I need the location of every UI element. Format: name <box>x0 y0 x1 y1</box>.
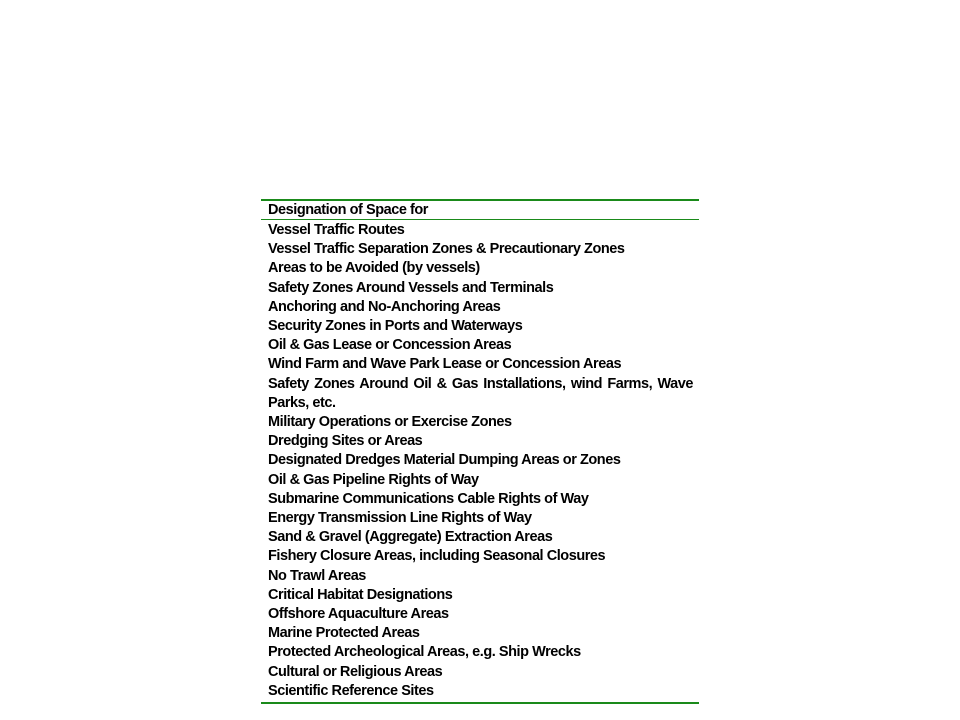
table-bottom-rule <box>261 702 699 704</box>
table-row: Vessel Traffic Separation Zones & Precautionary Zones <box>268 241 625 258</box>
table-row: Areas to be Avoided (by vessels) <box>268 260 480 277</box>
table-row: Safety Zones Around Vessels and Terminals <box>268 279 554 296</box>
table-row: Safety Zones Around Oil & Gas Installations, wind Farms, Wave Parks, etc. <box>268 375 693 411</box>
table-row: Marine Protected Areas <box>268 625 420 642</box>
table-row: Designated Dredges Material Dumping Areas or Zones <box>268 452 621 469</box>
table-row: Sand & Gravel (Aggregate) Extraction Areas <box>268 529 553 546</box>
designation-table <box>261 199 699 704</box>
table-row: Offshore Aquaculture Areas <box>268 606 449 623</box>
table-row: Oil & Gas Pipeline Rights of Way <box>268 471 479 488</box>
table-body <box>261 220 699 702</box>
table-row: Wind Farm and Wave Park Lease or Concession Areas <box>268 356 622 373</box>
table-row: Fishery Closure Areas, including Seasonal Closures <box>268 548 606 565</box>
table-row: Energy Transmission Line Rights of Way <box>268 510 532 527</box>
table-row: Oil & Gas Lease or Concession Areas <box>268 337 512 354</box>
table-row: No Trawl Areas <box>268 567 366 584</box>
table-row: Protected Archeological Areas, e.g. Ship Wrecks <box>268 644 581 661</box>
table-row: Scientific Reference Sites <box>268 682 434 699</box>
table-row: Dredging Sites or Areas <box>268 433 423 450</box>
table-row: Vessel Traffic Routes <box>268 222 405 238</box>
table-header: Designation of Space for <box>268 202 428 218</box>
table-row: Submarine Communications Cable Rights of Way <box>268 490 589 507</box>
table-row: Critical Habitat Designations <box>268 586 453 603</box>
table-row: Cultural or Religious Areas <box>268 663 443 680</box>
table-row: Anchoring and No-Anchoring Areas <box>268 298 501 315</box>
table-row: Security Zones in Ports and Waterways <box>268 318 523 335</box>
table-row: Military Operations or Exercise Zones <box>268 414 512 431</box>
